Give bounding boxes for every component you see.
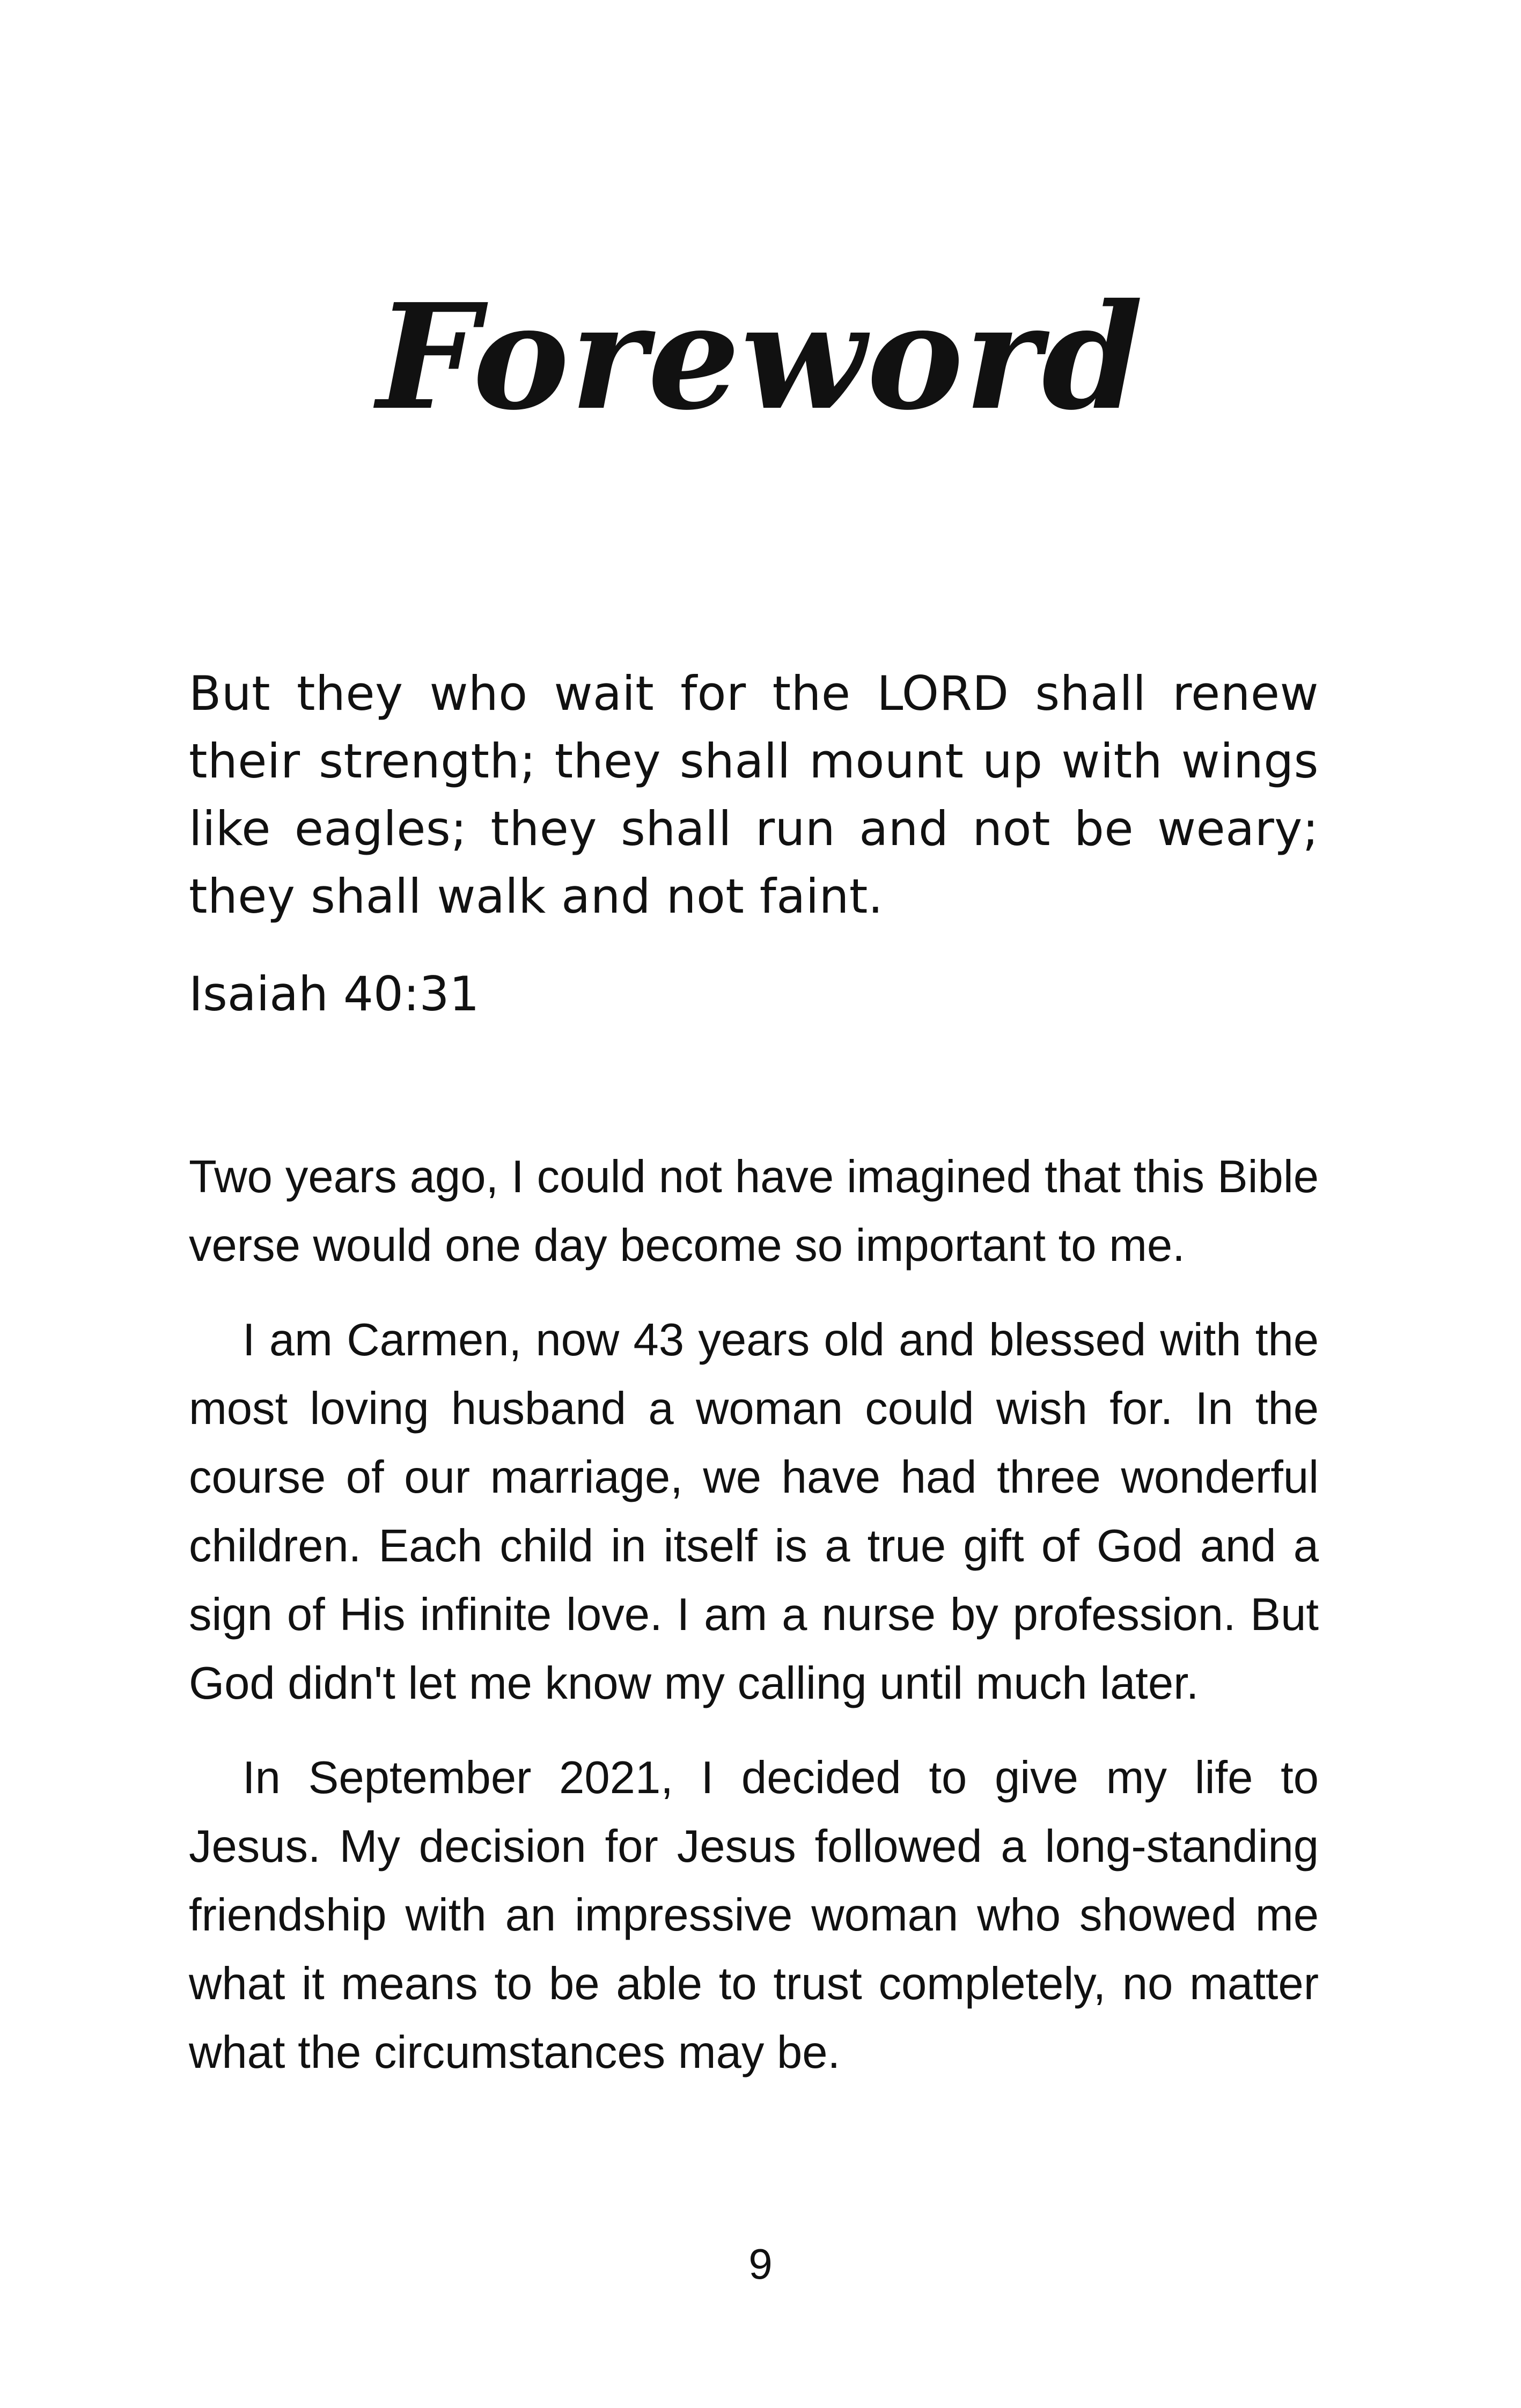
page-number: 9 — [748, 2240, 773, 2288]
epigraph-reference: Isaiah 40:31 — [189, 966, 480, 1022]
paragraph: Two years ago, I could not have imagined that this Bible verse would one day become so important to me. — [189, 1151, 1319, 1271]
paragraph: I am Carmen, now 43 years old and blessed with the most loving husband a woman could wish for. In the course of our marriage, we have had three wonderful children. Each child in itself is a true gift of God and a sign of His infinite love. I am a nurse by profession. But God didn't let me know my calling until much later. — [189, 1315, 1319, 1709]
epigraph-verse: But they who wait for the LORD shall renew their strength; they shall mount up with wings like eagles; they shall run and not be weary; they shall walk and not faint. — [189, 666, 1319, 924]
paragraph: In September 2021, I decided to give my life to Jesus. My decision for Jesus followed a long-standing friendship with an impressive woman who showed me what it means to be able to trust completely, no matter what the circumstances may be. — [189, 1752, 1319, 2078]
body-text — [189, 1143, 1319, 2113]
chapter-title: Foreword — [377, 271, 1144, 442]
